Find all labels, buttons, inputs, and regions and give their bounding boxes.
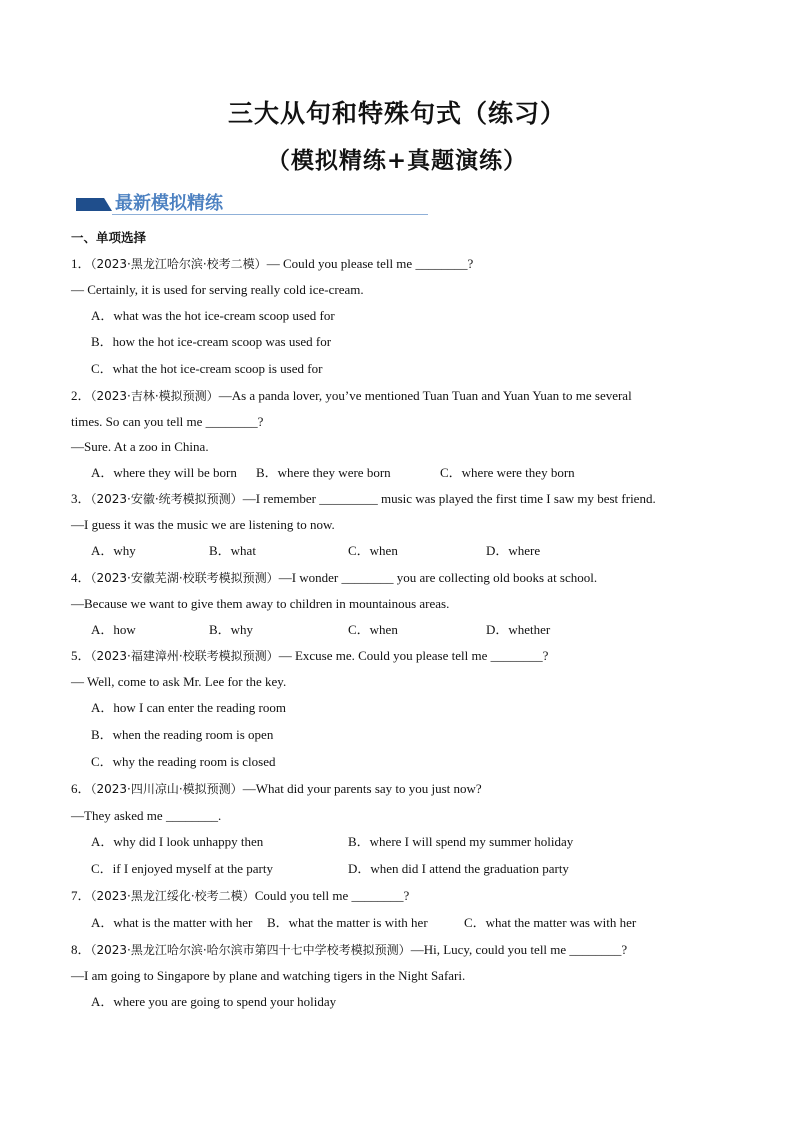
question-1-option-a: A．what was the hot ice-cream scoop used for [91,308,335,323]
question-1-dialogue: — Certainly, it is used for serving really cold ice-cream. [71,282,364,297]
question-8-option-a: A．where you are going to spend your holiday [91,994,337,1009]
question-8-stem [71,941,627,959]
page-subtitle: （模拟精练+真题演练） [266,148,528,174]
question-text: —I remember _________ music was played the first time I saw my best friend. [242,491,656,506]
question-source: （2023·四川凉山·模拟预测） [90,782,243,796]
question-2-option-c: C．where were they born [440,465,575,480]
question-source: （2023·黑龙江哈尔滨·哈尔滨市第四十七中学校考模拟预测） [90,943,411,957]
question-3-dialogue: —I guess it was the music we are listening to now. [71,517,335,532]
question-source: （2023·安徽芜湖·校联考模拟预测） [90,571,279,585]
question-6-option-d: D．when did I attend the graduation party [348,861,569,876]
question-5-option-b: B．when the reading room is open [91,727,274,742]
question-6-dialogue: —They asked me ________. [71,808,222,823]
question-8-dialogue: —I am going to Singapore by plane and watching tigers in the Night Safari. [71,968,466,983]
question-text: —What did your parents say to you just now? [242,781,482,796]
question-6-option-b: B．where I will spend my summer holiday [348,834,574,849]
question-1-option-c: C．what the hot ice-cream scoop is used for [91,361,323,376]
question-text: —Hi, Lucy, could you tell me ________? [410,942,628,957]
section-heading: 一、单项选择 [71,230,147,245]
question-3-option-a: A．why [91,543,136,558]
question-text: —I wonder ________ you are collecting old books at school. [278,570,598,585]
question-6-option-a: A．why did I look unhappy then [91,834,264,849]
question-source: （2023·安徽·统考模拟预测） [90,492,243,506]
question-5-option-a: A．how I can enter the reading room [91,700,286,715]
question-text: — Excuse me. Could you please tell me ________? [278,648,549,663]
question-number: 1． [71,256,91,271]
question-3-option-c: C．when [348,543,398,558]
question-source: （2023·黑龙江绥化·校考二模） [90,889,255,903]
question-source: （2023·吉林·模拟预测） [90,389,219,403]
question-3-option-d: D．where [486,543,541,558]
question-number: 3． [71,491,91,506]
banner-bar-decoration [76,198,112,211]
question-2-dialogue: —Sure. At a zoo in China. [71,439,209,454]
question-4-option-d: D．whether [486,622,551,637]
question-2-stem-cont: times. So can you tell me ________? [71,414,264,429]
question-4-option-c: C．when [348,622,398,637]
question-text: Could you tell me ________? [254,888,410,903]
question-7-option-c: C．what the matter was with her [464,915,637,930]
question-2-stem [71,387,632,405]
question-5-stem [71,647,548,665]
question-5-option-c: C．why the reading room is closed [91,754,276,769]
question-source: （2023·福建漳州·校联考模拟预测） [90,649,279,663]
question-number: 2． [71,388,91,403]
question-4-option-a: A．how [91,622,136,637]
page-title: 三大从句和特殊句式（练习） [227,99,566,128]
question-number: 4． [71,570,91,585]
question-number: 7． [71,888,91,903]
question-number: 6． [71,781,91,796]
question-1-stem [71,255,473,273]
question-3-stem [71,490,656,508]
question-2-option-b: B．where they were born [256,465,391,480]
question-5-dialogue: — Well, come to ask Mr. Lee for the key. [71,674,287,689]
question-text: — Could you please tell me ________? [266,256,474,271]
question-source: （2023·黑龙江哈尔滨·校考二模） [90,257,267,271]
question-3-option-b: B．what [209,543,256,558]
question-number: 5． [71,648,91,663]
question-7-option-b: B．what the matter is with her [267,915,428,930]
question-6-option-c: C．if I enjoyed myself at the party [91,861,273,876]
question-4-stem [71,569,597,587]
question-4-dialogue: —Because we want to give them away to children in mountainous areas. [71,596,450,611]
question-2-option-a: A．where they will be born [91,465,237,480]
question-4-option-b: B．why [209,622,254,637]
question-text: —As a panda lover, you’ve mentioned Tuan Tuan and Yuan Yuan to me several [218,388,632,403]
banner-title: 最新模拟精练 [115,193,223,214]
section-banner [76,193,428,217]
question-7-option-a: A．what is the matter with her [91,915,253,930]
question-7-stem [71,887,409,905]
question-6-stem [71,780,482,798]
banner-underline [112,214,428,215]
question-1-option-b: B．how the hot ice-cream scoop was used for [91,334,332,349]
question-number: 8． [71,942,91,957]
